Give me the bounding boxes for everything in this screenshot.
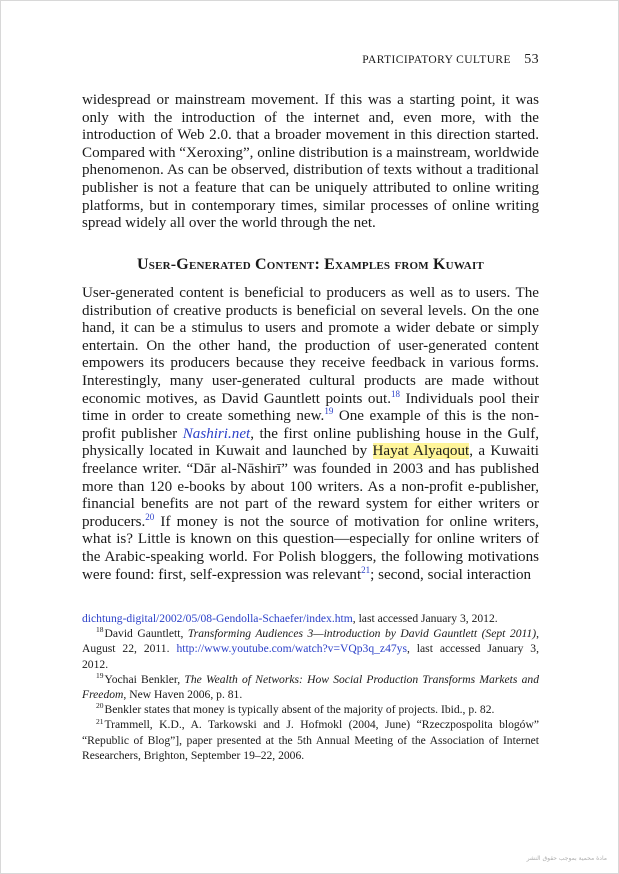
footnote-continuation [82, 611, 539, 626]
footnote-ref-21[interactable]: 21 [361, 564, 371, 575]
footnote-link[interactable]: http://www.youtube.com/watch?v=VQp3q_z47ys [176, 642, 407, 656]
text-span: One example of this is the non-profit publisher [82, 408, 539, 442]
section-heading: User-Generated Content: Examples from Kuwait [137, 256, 484, 273]
footnote-text: Benkler states that money is typically absent of the majority of projects. Ibid., p. 82. [104, 703, 495, 717]
highlighted-name: Hayat Alyaqout [372, 443, 470, 460]
footnote-text: , New Haven 2006, p. 81. [123, 688, 243, 702]
text-span: User-generated content is beneficial to producers as well as to users. The distribution of creative products is beneficial on several levels. On the one hand, it can be a stimulus to users and promote a wider debate or simply entertain. On the other hand, the production of user-generated content empowers its producers because they receive feedback in various forms. Interestingly, many user-generated cultural products are made without economic motives, as David Gauntlett points out. [82, 285, 539, 407]
text-span: Individuals pool their time in order to create something new. [82, 390, 539, 425]
footnote-number: 18 [96, 625, 104, 635]
running-title: PARTICIPATORY CULTURE [362, 54, 511, 66]
text-span: If money is not the source of motivation for online writers, what is? Little is known on this question—especially for online writers of the Arabic-speaking world. For Polish bloggers, the following motivations were found: first, self-expression was relevant [82, 513, 539, 583]
page-number: 53 [524, 52, 539, 67]
footnote-ref-20[interactable]: 20 [145, 511, 155, 522]
footnote-number: 21 [96, 716, 104, 726]
footnote-link[interactable]: dichtung-digital/2002/05/08-Gendolla-Schaefer/index.htm [82, 612, 353, 625]
footnote-text: , August 22, 2011. [82, 627, 539, 656]
text-span: , the first online publishing house in the Gulf, physically located in Kuwait and launched by [82, 425, 539, 460]
footnote-text: , last accessed January 3, 2012. [82, 642, 539, 671]
publisher-link[interactable]: Nashiri.net [182, 425, 251, 442]
footnote-text: Yochai Benkler, [104, 672, 185, 686]
footnotes [82, 611, 539, 763]
footnote-text: Trammell, K.D., A. Tarkowski and J. Hofmokl (2004, June) “Rzeczpospolita blogów” “Republic of Blog”], paper presented at the 5th Annual Meeting of the Association of Internet Researchers, Brighton, September 19–22, 2006. [82, 718, 539, 762]
copyright-watermark: مادة محمية بموجب حقوق النشر [526, 855, 607, 862]
footnote-number: 19 [96, 670, 104, 680]
paragraph-1: widespread or mainstream movement. If this was a starting point, it was only with the introduction of the internet and, even more, with the introduction of Web 2.0. that a broader movement in this direction started. Compared with “Xeroxing”, online distribution is a mainstream, worldwide phenomenon. As can be observed, distribution of texts without a traditional publisher is not a feature that can be uniquely attributed to online writing platforms, but in contemporary times, similar processes of online writing spread widely all over the world through the net. [82, 92, 539, 232]
running-head [362, 52, 539, 68]
footnote-19 [82, 672, 539, 702]
footnote-18 [82, 626, 539, 672]
footnote-21 [82, 717, 539, 763]
footnote-text: David Gauntlett, [104, 627, 188, 641]
text-span: , a Kuwaiti freelance writer. “Dār al-Nāshirī” was founded in 2003 and has published more than 120 e-books by about 100 writers. As a non-profit e-publisher, financial benefits are not part of the reward system for either writers or producers. [82, 443, 539, 530]
footnote-title: Transforming Audiences 3—introduction by David Gauntlett (Sept 2011) [187, 627, 537, 641]
footnote-number: 20 [96, 701, 104, 711]
footnote-20 [82, 702, 539, 717]
footnote-title: The Wealth of Networks: How Social Production Transforms Markets and Freedom [82, 672, 539, 702]
text-span: ; second, social interaction [370, 566, 532, 583]
paragraph-2 [82, 285, 539, 584]
footnote-ref-19[interactable]: 19 [324, 406, 334, 417]
footnote-ref-18[interactable]: 18 [391, 388, 400, 399]
footnote-text: , last accessed January 3, 2012. [352, 612, 498, 625]
